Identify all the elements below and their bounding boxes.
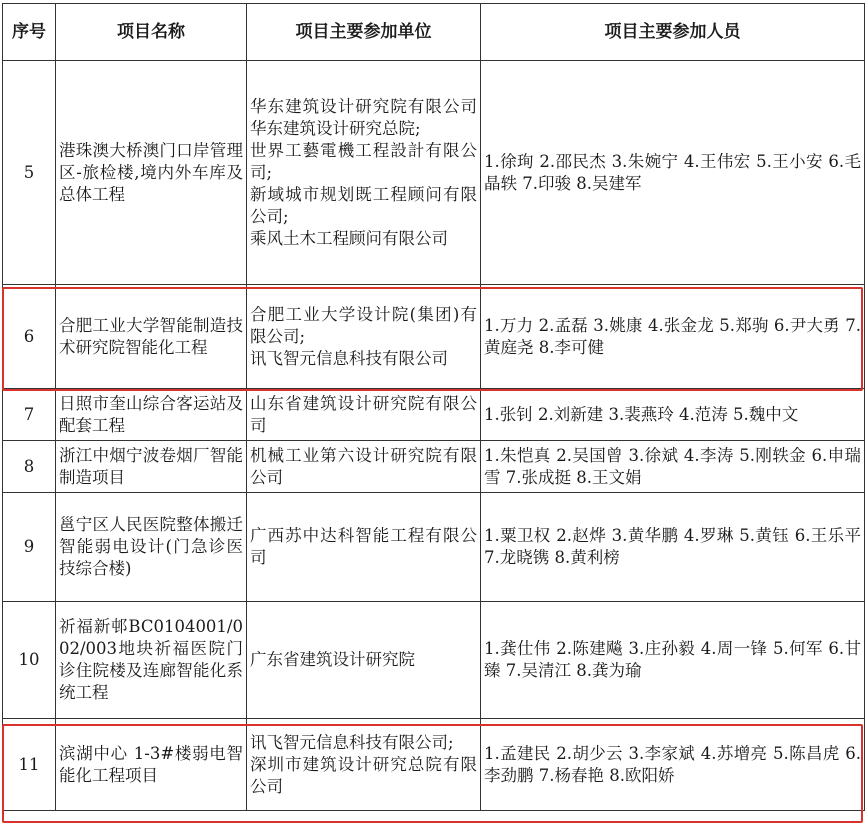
row-seq: 7 — [3, 389, 56, 441]
row-units: 山东省建筑设计研究院有限公司 — [247, 389, 481, 441]
row-units: 讯飞智元信息科技有限公司; 深圳市建筑设计研究总院有限公司 — [247, 719, 481, 811]
row-project-name: 邕宁区人民医院整体搬迁智能弱电设计(门急诊医技综合楼) — [56, 493, 247, 602]
row-people: 1.徐珣 2.邵民杰 3.朱婉宁 4.王伟宏 5.王小安 6.毛晶轶 7.印骏 8.吴建军 — [481, 61, 865, 285]
header-project-name: 项目名称 — [56, 4, 247, 61]
header-people: 项目主要参加人员 — [481, 4, 865, 61]
header-seq: 序号 — [3, 4, 56, 61]
row-seq: 6 — [3, 285, 56, 389]
table-row — [3, 61, 865, 285]
table-row — [3, 602, 865, 719]
row-seq: 11 — [3, 719, 56, 811]
row-seq: 9 — [3, 493, 56, 602]
row-project-name: 合肥工业大学智能制造技术研究院智能化工程 — [56, 285, 247, 389]
awards-table — [2, 3, 865, 811]
row-project-name: 日照市奎山综合客运站及配套工程 — [56, 389, 247, 441]
table-row — [3, 441, 865, 493]
row-units: 广西苏中达科智能工程有限公司 — [247, 493, 481, 602]
row-units: 合肥工业大学设计院(集团)有限公司; 讯飞智元信息科技有限公司 — [247, 285, 481, 389]
row-units: 广东省建筑设计研究院 — [247, 602, 481, 719]
row-people: 1.张钊 2.刘新建 3.裴燕玲 4.范涛 5.魏中文 — [481, 389, 865, 441]
row-units: 华东建筑设计研究院有限公司华东建筑设计研究总院; 世界工藝電機工程設計有限公司; 新域城市规划既工程顾问有限公司; 乘风土木工程顾问有限公司 — [247, 61, 481, 285]
row-seq: 8 — [3, 441, 56, 493]
row-people: 1.粟卫权 2.赵烨 3.黄华鹏 4.罗琳 5.黄钰 6.王乐平 7.龙晓镌 8.黄利榜 — [481, 493, 865, 602]
row-project-name: 滨湖中心 1-3#楼弱电智能化工程项目 — [56, 719, 247, 811]
row-project-name: 浙江中烟宁波卷烟厂智能制造项目 — [56, 441, 247, 493]
row-seq: 10 — [3, 602, 56, 719]
row-people: 1.龚仕伟 2.陈建飚 3.庄孙毅 4.周一锋 5.何军 6.甘臻 7.吴清江 8.龚为瑜 — [481, 602, 865, 719]
row-units: 机械工业第六设计研究院有限公司 — [247, 441, 481, 493]
table-row — [3, 719, 865, 811]
header-units: 项目主要参加单位 — [247, 4, 481, 61]
table-row — [3, 389, 865, 441]
row-seq: 5 — [3, 61, 56, 285]
header-row — [3, 4, 865, 61]
row-people: 1.孟建民 2.胡少云 3.李家斌 4.苏增亮 5.陈昌虎 6.李劲鹏 7.杨春艳 8.欧阳娇 — [481, 719, 865, 811]
row-people: 1.万力 2.孟磊 3.姚康 4.张金龙 5.郑驹 6.尹大勇 7.黄庭尧 8.李可健 — [481, 285, 865, 389]
table-row — [3, 493, 865, 602]
row-people: 1.朱恺真 2.吴国曾 3.徐斌 4.李涛 5.刚轶金 6.申瑞雪 7.张成挺 8.王文娟 — [481, 441, 865, 493]
table-row — [3, 285, 865, 389]
row-project-name: 祈福新邨BC0104001/002/003地块祈福医院门诊住院楼及连廊智能化系统工程 — [56, 602, 247, 719]
row-project-name: 港珠澳大桥澳门口岸管理区-旅检楼,境内外车库及总体工程 — [56, 61, 247, 285]
